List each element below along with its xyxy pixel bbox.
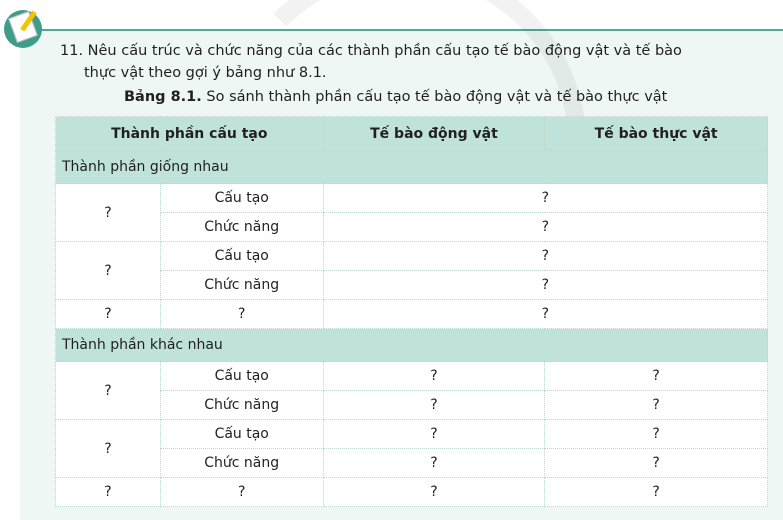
table-row (56, 449, 768, 478)
cell: Chức năng (160, 449, 323, 478)
cell: Cấu tạo (160, 242, 323, 271)
header-component: Thành phần cấu tạo (56, 117, 324, 151)
table-row (56, 362, 768, 391)
table-row (56, 478, 768, 507)
group-different: Thành phần khác nhau (56, 329, 768, 362)
group-similar: Thành phần giống nhau (56, 151, 768, 184)
table-row (56, 271, 768, 300)
caption-label: Bảng 8.1. (124, 89, 202, 105)
cell: ? (56, 242, 161, 300)
question-text (60, 40, 760, 84)
cell: Chức năng (160, 271, 323, 300)
cell: Chức năng (160, 391, 323, 420)
cell: ? (545, 478, 768, 507)
cell: ? (323, 362, 545, 391)
notebook-pencil-icon (4, 10, 42, 48)
group-row (56, 329, 768, 362)
caption-text: So sánh thành phần cấu tạo tế bào động vật và tế bào thực vật (201, 89, 668, 105)
table-row (56, 184, 768, 213)
cell: Cấu tạo (160, 420, 323, 449)
table-row (56, 420, 768, 449)
table-row (56, 300, 768, 329)
table-row (56, 213, 768, 242)
question-line-1: 11. Nêu cấu trúc và chức năng của các thành phần cấu tạo tế bào động vật và tế bào (60, 43, 682, 59)
header-row (56, 117, 768, 151)
cell: ? (56, 300, 161, 329)
cell: Chức năng (160, 213, 323, 242)
cell: ? (323, 420, 545, 449)
header-animal-cell: Tế bào động vật (323, 117, 545, 151)
cell: ? (323, 391, 545, 420)
cell: ? (56, 362, 161, 420)
comparison-table (55, 116, 768, 507)
cell: ? (545, 420, 768, 449)
cell: Cấu tạo (160, 184, 323, 213)
cell: ? (160, 478, 323, 507)
cell: ? (323, 271, 767, 300)
cell: Cấu tạo (160, 362, 323, 391)
table-row (56, 391, 768, 420)
cell: ? (545, 391, 768, 420)
table-caption (124, 89, 667, 105)
question-line-2: thực vật theo gợi ý bảng như 8.1. (84, 65, 327, 81)
cell: ? (545, 362, 768, 391)
cell: ? (56, 420, 161, 478)
cell: ? (323, 213, 767, 242)
group-row (56, 151, 768, 184)
header-plant-cell: Tế bào thực vật (545, 117, 768, 151)
cell: ? (323, 242, 767, 271)
cell: ? (56, 184, 161, 242)
cell: ? (323, 478, 545, 507)
table-row (56, 242, 768, 271)
cell: ? (323, 449, 545, 478)
cell: ? (160, 300, 323, 329)
cell: ? (56, 478, 161, 507)
cell: ? (323, 184, 767, 213)
cell: ? (545, 449, 768, 478)
cell: ? (323, 300, 767, 329)
